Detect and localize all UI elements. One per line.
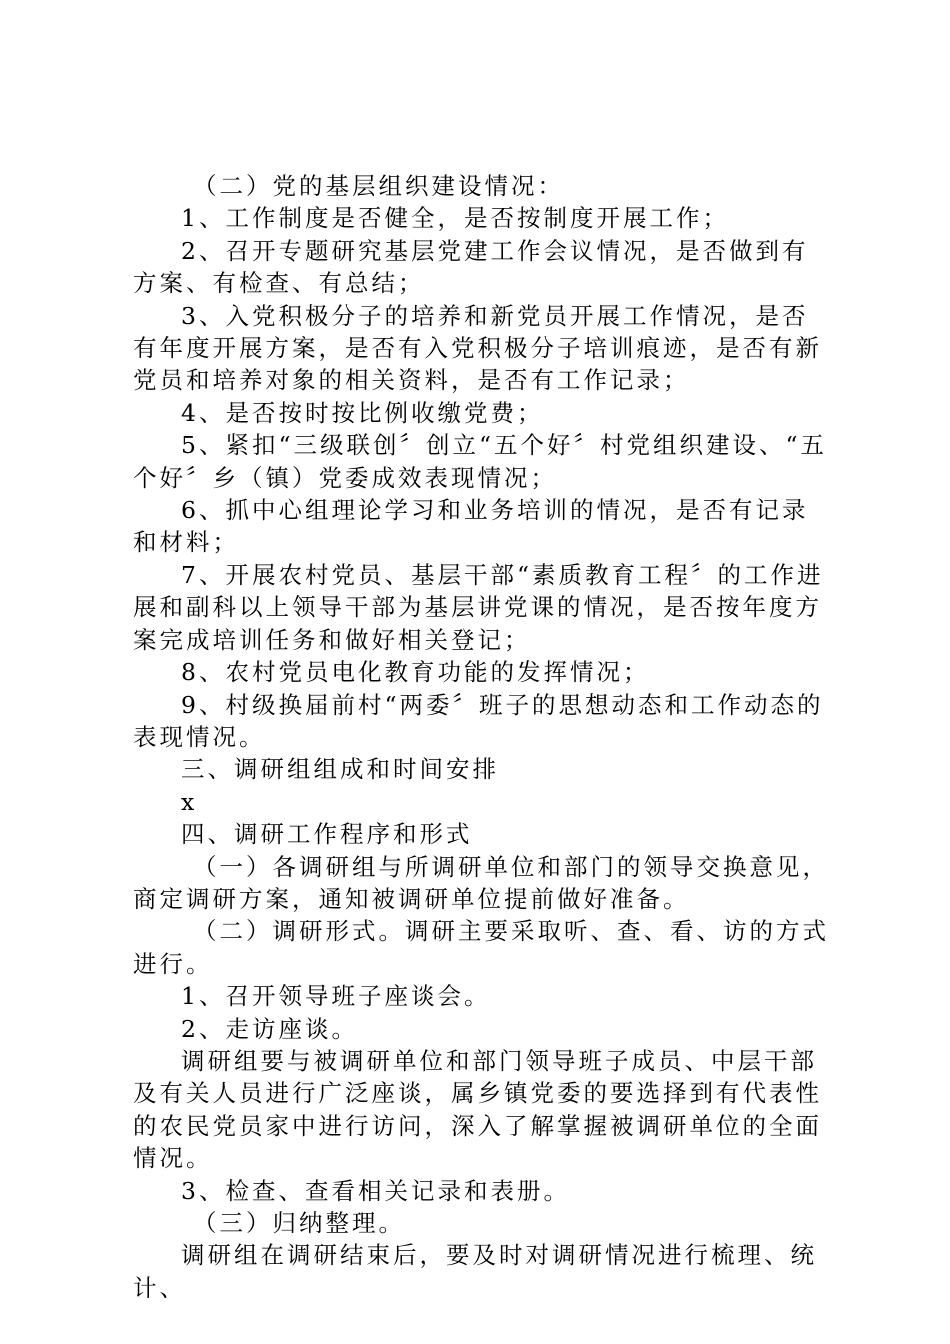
section-heading-team-schedule: 三、调研组组成和时间安排 [181, 755, 499, 784]
paragraph: 1、召开领导班子座谈会。 [181, 982, 491, 1011]
paragraph: （三）归纳整理。 [193, 1209, 405, 1237]
section-heading-procedure: 四、调研工作程序和形式 [181, 820, 473, 849]
paragraph: 8、农村党员电化教育功能的发挥情况； [181, 658, 650, 687]
paragraph: 5、紧扣“三级联创〞创立“五个好〞村党组织建设、“五个好〞乡（镇）党委成效表现情况； [133, 431, 827, 492]
paragraph: 4、是否按时按比例收缴党费； [181, 398, 544, 427]
section-heading-party-org: （二）党的基层组织建设情况： [193, 172, 564, 200]
paragraph: 9、村级换届前村“两委〞班子的思想动态和工作动态的表现情况。 [133, 690, 824, 751]
paragraph: 7、开展农村党员、基层干部“素质教育工程〞的工作进展和副科以上领导干部为基层讲党课的情况，是否按年度方案完成培训任务和做好相关登记； [133, 560, 824, 654]
paragraph: 调研组在调研结束后，要及时对调研情况进行梳理、统计、 [133, 1241, 817, 1302]
document-body [133, 170, 833, 1304]
paragraph: 3、入党积极分子的培养和新党员开展工作情况，是否有年度开展方案，是否有入党积极分子培训痕迹，是否有新党员和培养对象的相关资料，是否有工作记录； [133, 301, 822, 395]
paragraph: （二）调研形式。调研主要采取听、查、看、访的方式进行。 [133, 917, 829, 978]
paragraph: （一）各调研组与所调研单位和部门的领导交换意见，商定调研方案，通知被调研单位提前做好准备。 [133, 852, 829, 913]
paragraph: 2、走访座谈。 [181, 1014, 358, 1043]
placeholder-text: x [181, 787, 198, 816]
paragraph: 1、工作制度是否健全，是否按制度开展工作； [181, 204, 729, 233]
paragraph: 调研组要与被调研单位和部门领导班子成员、中层干部及有关人员进行广泛座谈，属乡镇党委的要选择到有代表性的农民党员家中进行访问，深入了解掌握被调研单位的全面情况。 [133, 1046, 822, 1173]
paragraph: 3、检查、查看相关记录和表册。 [181, 1176, 570, 1205]
paragraph: 2、召开专题研究基层党建工作会议情况，是否做到有方案、有检查、有总结； [133, 236, 809, 298]
paragraph: 6、抓中心组理论学习和业务培训的情况，是否有记录和材料； [133, 496, 809, 557]
